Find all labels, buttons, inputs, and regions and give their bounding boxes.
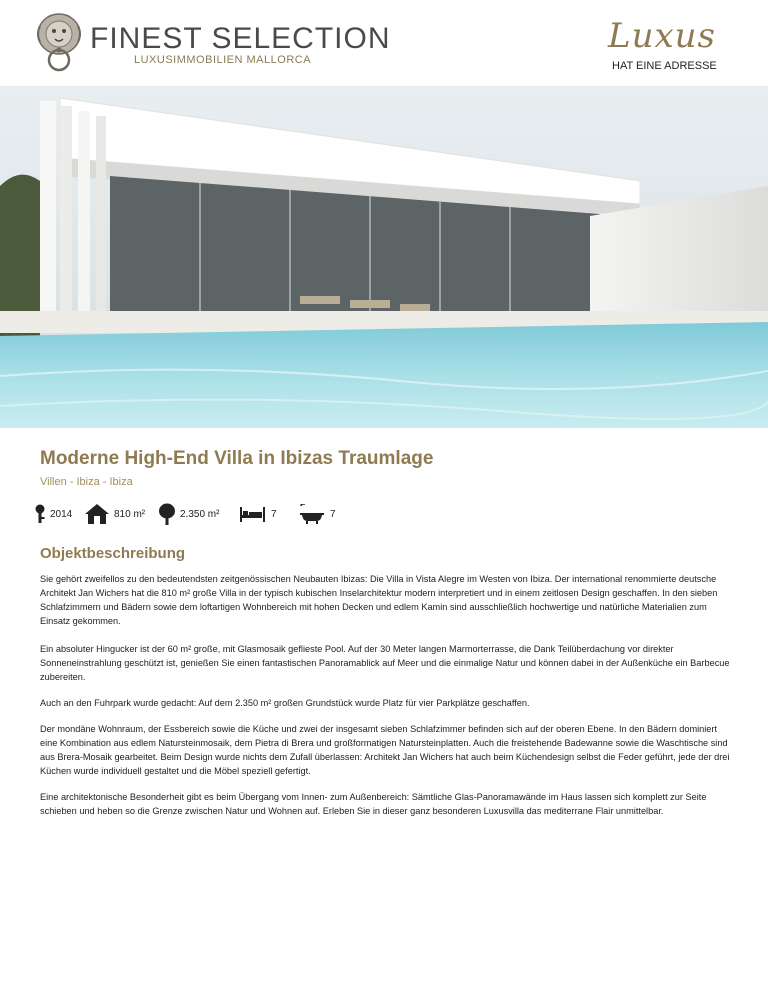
feature-year [34,502,72,526]
feature-plot-area [158,502,219,526]
feature-living-area [84,502,145,526]
villa-pool-photo [0,86,768,428]
key-icon [34,504,46,524]
description-paragraph-5: Eine architektonische Besonderheit gibt es beim Übergang vom Innen- zum Außenbereich: Sämtliche Glas-Panoramawände im Haus lassen sich komplett zur Seite schieben und heben so die Grenze zwischen Natur und Wohnen auf. Erleben Sie in dieser ganz besonderen Luxusvilla das mediterrane Flair unmittelbar. [40,792,707,816]
description-paragraph-4: Der mondäne Wohnraum, der Essbereich sowie die Küche und zwei der insgesamt sieben Schlafzimmer befinden sich auf der oberen Ebene. In den Bädern dominiert eine Kombination aus edlem Natursteinmosaik, dem Pietra di Brera und großformatigen Natursteinplatten. Auch die freistehende Badewanne sowie die Waschtische sind aus Brera-Mosaik gearbeitet. Beim Design wurde nichts dem Zufall überlassen: Architekt Jan Wichers hat auch beim Küchendesign selbst die Feder geführt, jede der drei Küchen wurde individuell gestaltet und die Möbel speziell gefertigt. [40,724,730,776]
brand-title: FINEST SELECTION [90,22,391,55]
page-header [0,0,768,86]
description-paragraph-2: Ein absoluter Hingucker ist der 60 m² große, mit Glasmosaik geflieste Pool. Auf der 30 Meter langen Marmorterrasse, die Dank Teilüberdachung vor direkter Sonneneinstrahlung geschützt ist, genießen Sie einen fantastischen Panoramablick auf Meer und die einmalige Natur und können dabei in der Außenküche ein Barbecue zubereiten. [40,644,730,682]
luxus-tagline: HAT EINE ADRESSE [612,60,717,72]
villa-photo-illustration [0,86,768,428]
bathtub-icon [298,504,326,524]
house-icon [84,503,110,525]
description-heading: Objektbeschreibung [40,545,186,562]
feature-bathrooms-value: 7 [330,508,336,520]
brand-subtitle: LUXUSIMMOBILIEN MALLORCA [134,54,312,66]
property-title: Moderne High-End Villa in Ibizas Traumlage [40,448,434,469]
feature-bedrooms [239,502,277,526]
description-paragraph-3: Auch an den Fuhrpark wurde gedacht: Auf dem 2.350 m² großen Grundstück wurde Platz für vier Parkplätze geschaffen. [40,698,530,708]
description-paragraph-1: Sie gehört zweifellos zu den bedeutendsten zeitgenössischen Neubauten Ibizas: Die Villa in Vista Alegre im Westen von Ibiza. Der international renommierte deutsche Architekt Jan Wichers hat die 810 m² große Villa in der typisch kubischen Inselarchitektur modern interpretiert und in einem zeitlosen Design geschaffen. In den sieben Schlafzimmern und Bädern sowie dem loftartigen Wohnbereich mit hohen Decken und edlem Kamin sind ausschließlich hochwertige und natürliche Materialien zum Einsatz gekommen. [40,574,718,626]
feature-year-value: 2014 [50,508,73,520]
property-category: Villen - Ibiza - Ibiza [40,476,133,488]
feature-plot-area-value: 2.350 m² [180,508,220,520]
bed-icon [239,504,267,524]
feature-bathrooms [298,502,336,526]
feature-bar [34,502,734,526]
luxus-script-logo: Luxus [608,16,716,56]
tree-icon [158,503,176,525]
feature-bedrooms-value: 7 [271,508,277,520]
lion-knocker-logo-icon [34,12,84,74]
feature-living-area-value: 810 m² [114,508,146,520]
